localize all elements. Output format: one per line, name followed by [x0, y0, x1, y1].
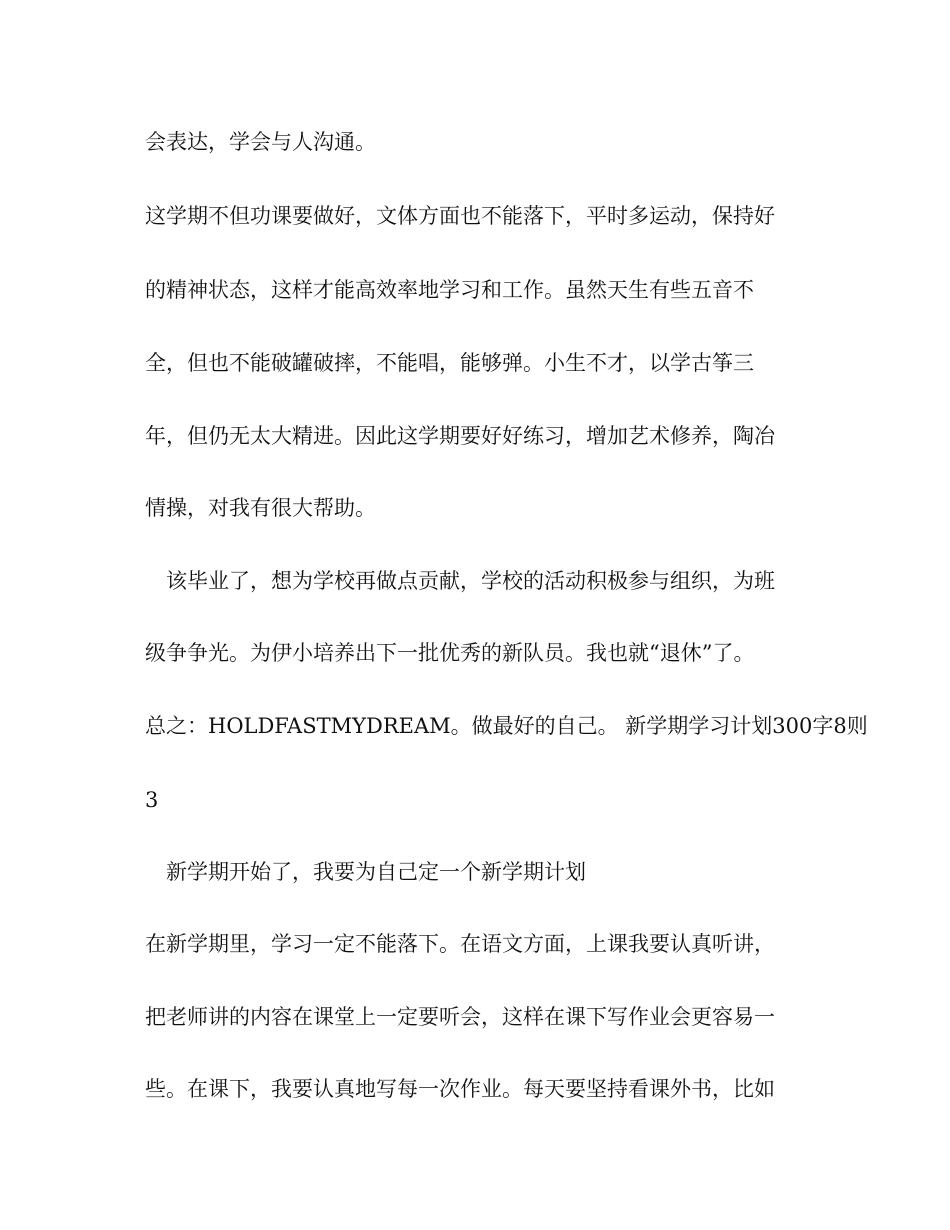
text-line: 在新学期里，学习一定不能落下。在语文方面，上课我要认真听讲， — [145, 932, 775, 956]
text-line: 新学期开始了，我要为自己定一个新学期计划 — [166, 860, 586, 884]
text-line: 级争争光。为伊小培养出下一批优秀的新队员。我也就“退休”了。 — [145, 641, 755, 665]
text-line: 年，但仍无太大精进。因此这学期要好好练习，增加艺术修养，陶冶 — [145, 424, 775, 448]
text-line: 总之：HOLDFASTMYDREAM。做最好的自己。 新学期学习计划300字8则 — [145, 714, 868, 738]
text-line: 情操，对我有很大帮助。 — [145, 496, 376, 520]
text-line: 些。在课下，我要认真地写每一次作业。每天要坚持看课外书，比如 — [145, 1077, 775, 1101]
text-line: 全，但也不能破罐破摔，不能唱，能够弹。小生不才，以学古筝三 — [145, 351, 754, 375]
text-line: 该毕业了，想为学校再做点贡献，学校的活动积极参与组织，为班 — [166, 569, 775, 593]
text-line: 的精神状态，这样才能高效率地学习和工作。虽然天生有些五音不 — [145, 278, 754, 302]
text-line: 3 — [145, 788, 159, 812]
text-line: 会表达，学会与人沟通。 — [145, 130, 376, 154]
text-line: 这学期不但功课要做好，文体方面也不能落下，平时多运动，保持好 — [145, 204, 775, 228]
text-line: 把老师讲的内容在课堂上一定要听会，这样在课下写作业会更容易一 — [145, 1005, 775, 1029]
